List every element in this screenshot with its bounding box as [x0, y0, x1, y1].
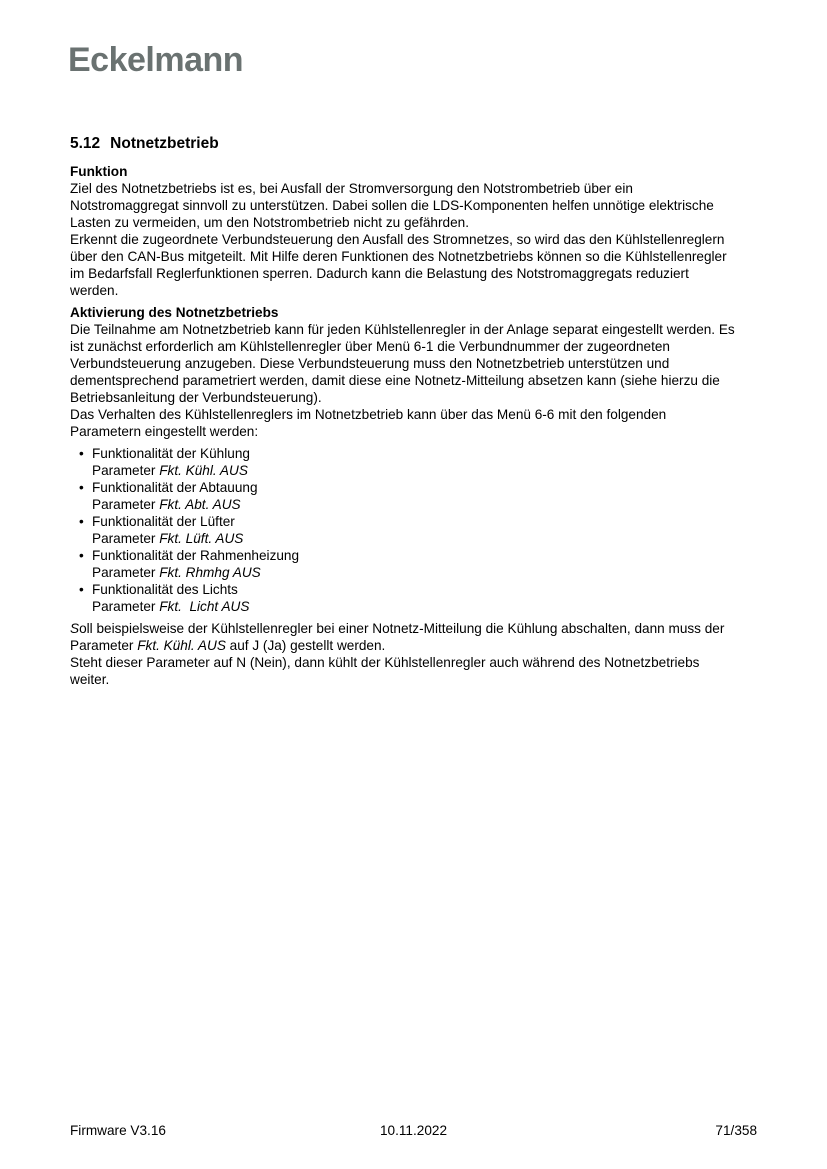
section-title: Notnetzbetrieb: [110, 135, 219, 152]
bullet-label: Funktionalität der Rahmenheizung: [92, 548, 300, 563]
list-item: [70, 513, 760, 547]
page-footer: [70, 1122, 757, 1139]
footer-page-number: 71/358: [715, 1123, 757, 1138]
footer-firmware-version: Firmware V3.16: [70, 1123, 166, 1138]
paragraph-funktion: Ziel des Notnetzbetriebs ist es, bei Ausfall der Stromversorgung den Notstrombetrieb über ein Notstromaggregat sinnvoll zu unterstützen. Dabei sollen die LDS-Komponenten helfen unnötige elektrische Lasten zu vermeiden, um den Notstrombetrieb nicht zu gefährden. Erkennt die zugeordnete Verbundsteuerung den Ausfall des Stromnetzes, so wird das den Kühlstellenreglern über den CAN-Bus mitgeteilt. Mit Hilfe deren Funktionen des Notnetzbetriebs können so die Kühlstellenregler im Bedarfsfall Reglerfunktionen sperren. Dadurch kann die Belastung des Notstromaggregats reduziert werden.: [70, 181, 727, 298]
subheading-funktion: Funktion: [70, 164, 128, 179]
list-item: [70, 581, 760, 615]
parameter-prefix: Parameter: [92, 497, 160, 512]
section-aktivierung: [70, 304, 760, 440]
parameter-prefix: Parameter: [92, 599, 160, 614]
parameter-name: Fkt. Licht AUS: [159, 599, 250, 614]
list-item: [70, 547, 760, 581]
bullet-icon: •: [79, 480, 84, 495]
parameter-prefix: Parameter: [92, 565, 160, 580]
bullet-label: Funktionalität der Lüfter: [92, 514, 235, 529]
section-funktion: [70, 163, 760, 299]
list-item: [70, 479, 760, 513]
eckelmann-logo: Eckelmann: [68, 41, 244, 79]
parameter-bullet-list: [70, 445, 760, 615]
paragraph-aktivierung: Die Teilnahme am Notnetzbetrieb kann für jeden Kühlstellenregler in der Anlage separat eingestellt werden. Es ist zunächst erforderlich am Kühlstellenregler über Menü 6-1 die Verbundnummer der zugeordneten Verbundsteuerung anzugeben. Diese Verbundsteuerung muss den Notnetzbetrieb unterstützen und dementsprechend parametriert werden, damit diese eine Notnetz-Mitteilung absetzen kann (siehe hierzu die Betriebsanleitung der Verbundsteuerung). Das Verhalten des Kühlstellenreglers im Notnetzbetrieb kann über das Menü 6-6 mit den folgenden Parametern eingestellt werden:: [70, 322, 735, 439]
parameter-name: Fkt. Kühl. AUS: [159, 463, 248, 478]
parameter-name: Fkt. Rhmhg AUS: [159, 565, 261, 580]
bullet-icon: •: [79, 548, 84, 563]
paragraph-closing: Soll beispielsweise der Kühlstellenregler bei einer Notnetz-Mitteilung die Kühlung abschalten, dann muss der Parameter Fkt. Kühl. AUS auf J (Ja) gestellt werden. Steht dieser Parameter auf N (Nein), dann kühlt der Kühlstellenregler auch während des Notnetzbetriebs weiter.: [70, 621, 725, 687]
subheading-aktivierung: Aktivierung des Notnetzbetriebs: [70, 305, 279, 320]
parameter-prefix: Parameter: [92, 463, 160, 478]
footer-date: 10.11.2022: [379, 1123, 448, 1138]
list-item: [70, 445, 760, 479]
parameter-prefix: Parameter: [92, 531, 160, 546]
bullet-label: Funktionalität des Lichts: [92, 582, 238, 597]
bullet-label: Funktionalität der Abtauung: [92, 480, 258, 495]
bullet-icon: •: [79, 514, 84, 529]
bullet-icon: •: [79, 582, 84, 597]
parameter-name: Fkt. Abt. AUS: [159, 497, 241, 512]
bullet-icon: •: [79, 446, 84, 461]
page-content: [70, 0, 760, 688]
section-heading: [70, 134, 760, 153]
parameter-name: Fkt. Lüft. AUS: [159, 531, 244, 546]
section-number: 5.12: [70, 135, 101, 152]
bullet-label: Funktionalität der Kühlung: [92, 446, 250, 461]
